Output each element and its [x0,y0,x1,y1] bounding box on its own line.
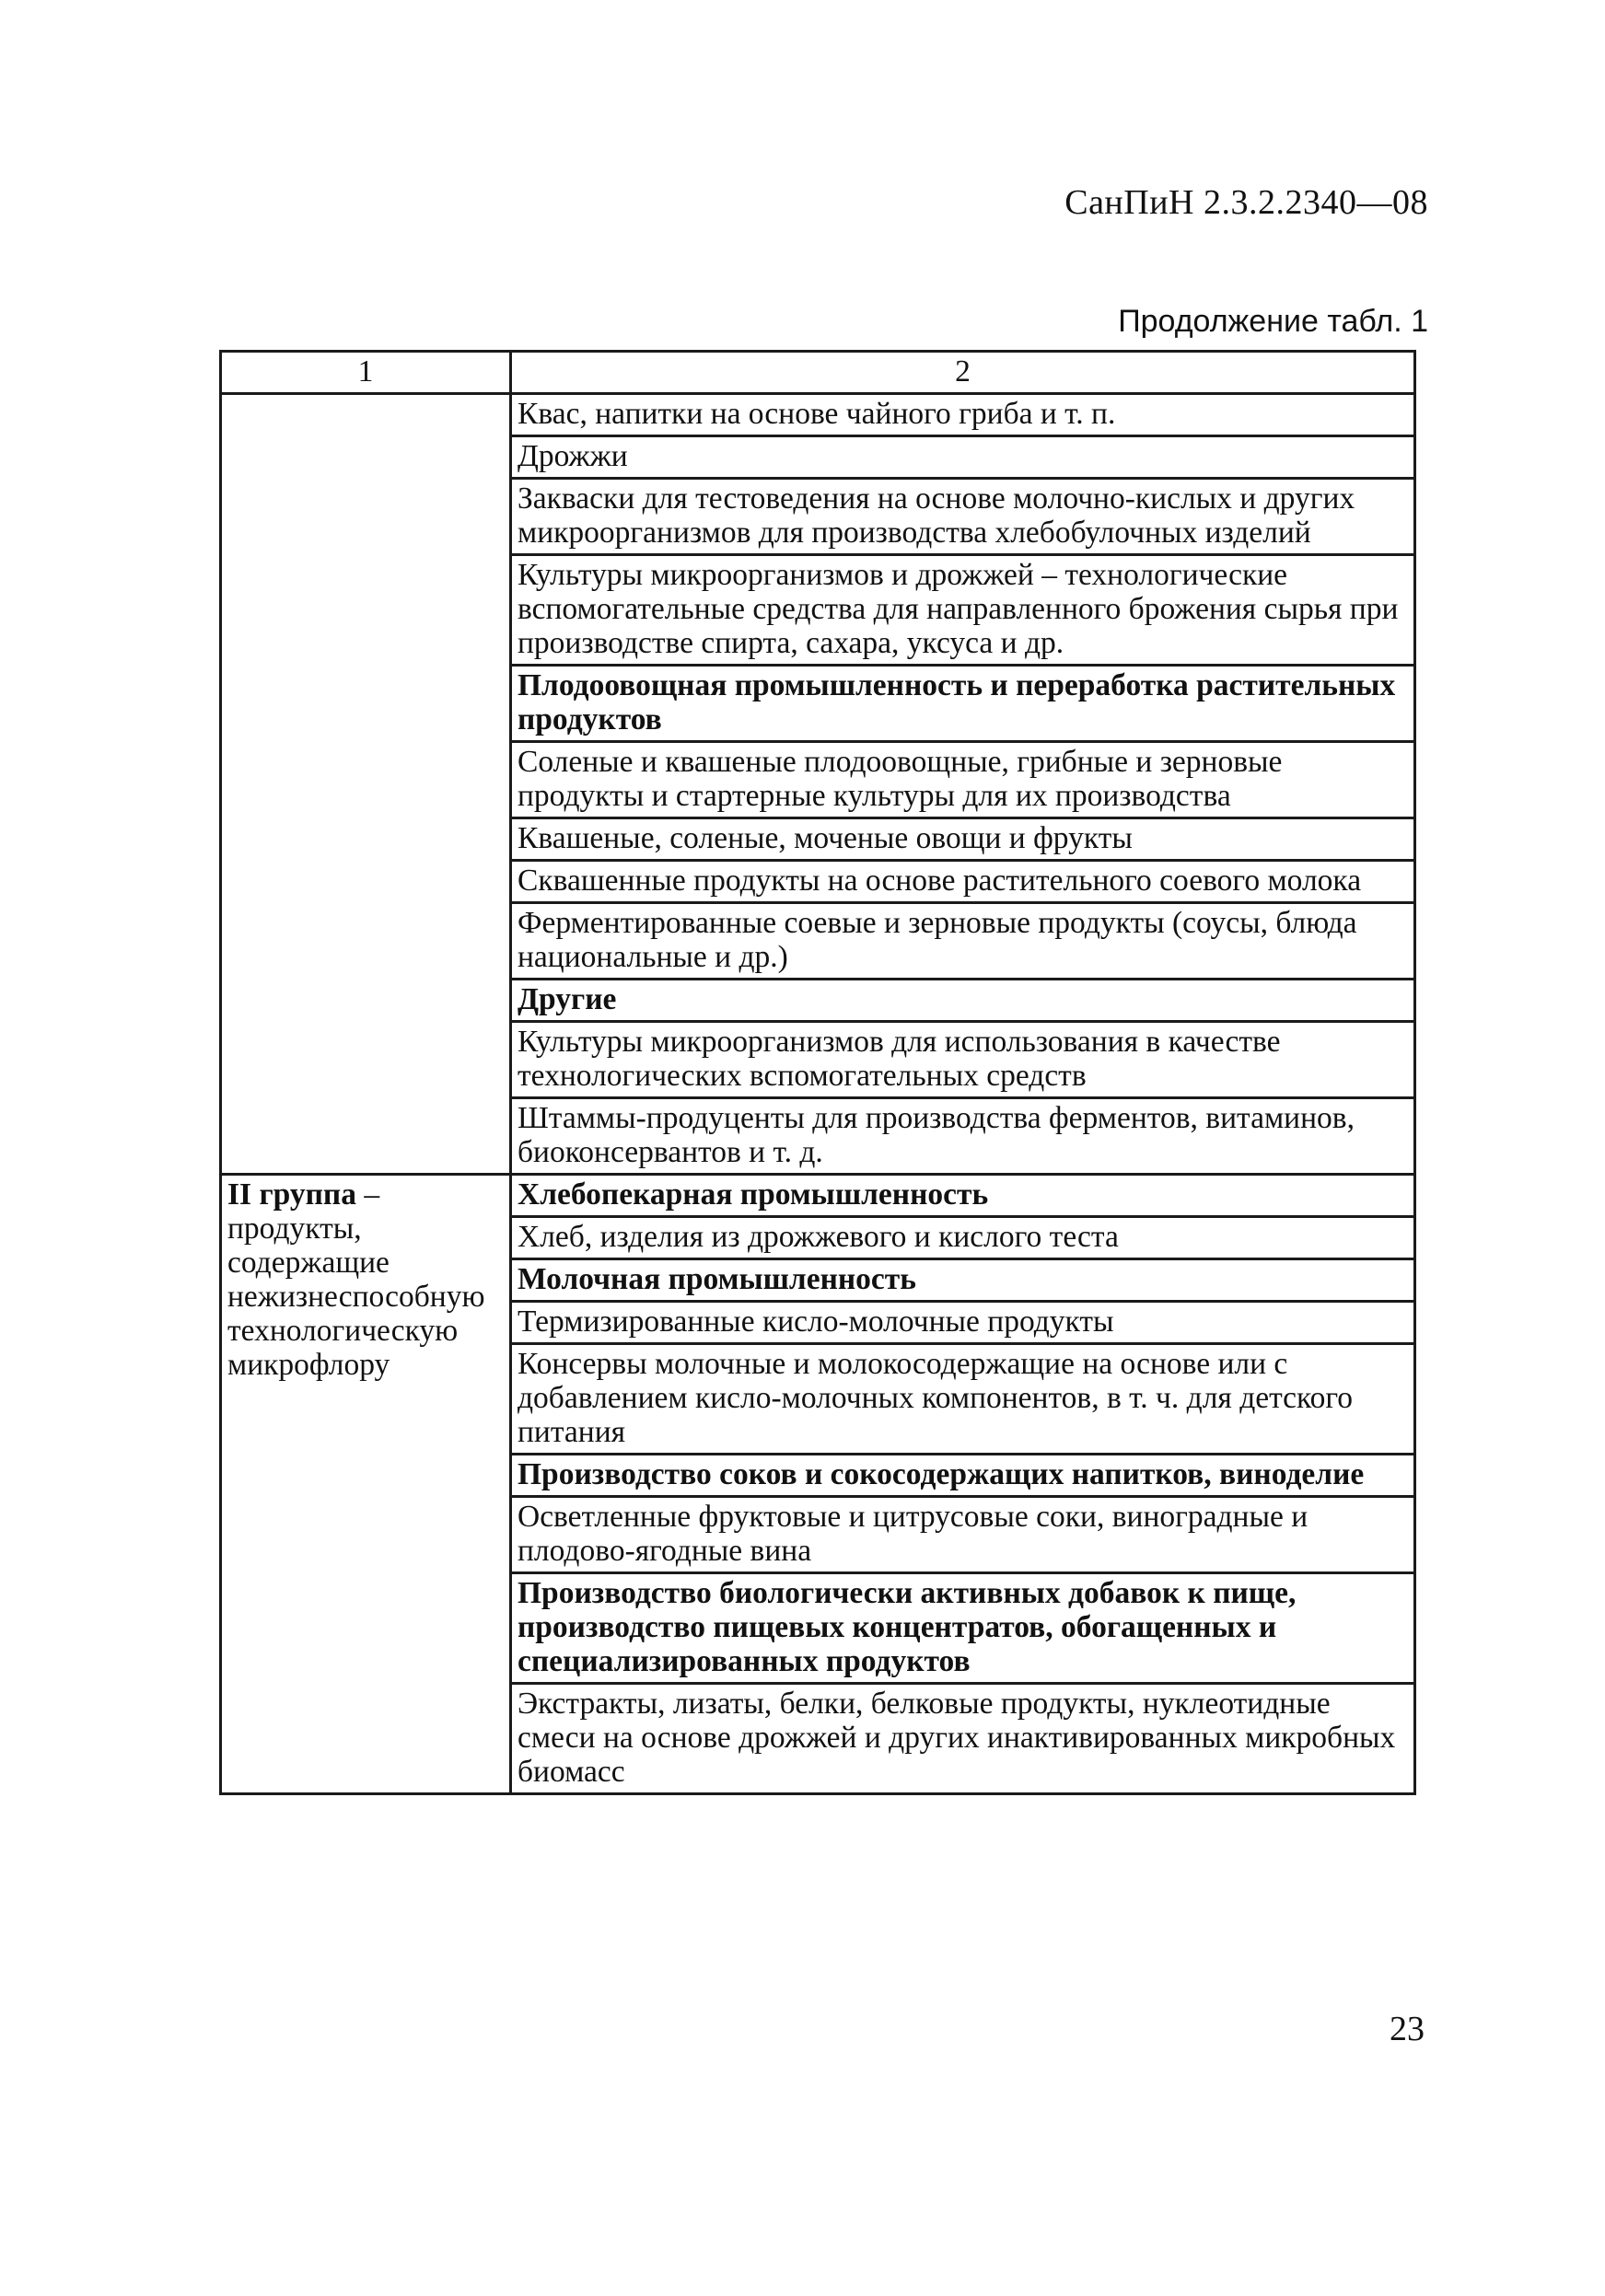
group-title: II группа [227,1177,356,1212]
column-header-1: 1 [221,352,511,394]
table-cell: Экстракты, лизаты, белки, белковые продукты, нуклеотидные смеси на основе дрожжей и других инактивированных микробных биомасс [511,1684,1415,1794]
table-cell: Хлеб, изделия из дрожжевого и кислого теста [511,1217,1415,1259]
table-cell: Культуры микроорганизмов для использования в качестве технологических вспомогательных средств [511,1022,1415,1098]
table-cell: Соленые и квашеные плодоовощные, грибные и зерновые продукты и стартерные культуры для их производства [511,742,1415,818]
section-heading: Производство соков и сокосодержащих напитков, виноделие [511,1455,1415,1497]
section-heading: Молочная промышленность [511,1259,1415,1302]
column-header-2: 2 [511,352,1415,394]
table-cell: Квас, напитки на основе чайного гриба и т. п. [511,394,1415,436]
section-heading: Производство биологически активных добавок к пище, производство пищевых концентратов, обогащенных и специализированных продуктов [511,1573,1415,1684]
table-cell: Термизированные кисло-молочные продукты [511,1302,1415,1344]
table-cell: Квашеные, соленые, моченые овощи и фрукты [511,818,1415,861]
table-cell: Ферментированные соевые и зерновые продукты (соусы, блюда национальные и др.) [511,903,1415,980]
table-header-row [221,352,1415,394]
table-row [221,394,1415,436]
section-heading: Хлебопекарная промышленность [511,1175,1415,1217]
table-cell: Культуры микроорганизмов и дрожжей – технологические вспомогательные средства для направленного брожения сырья при производстве спирта, сахара, уксуса и др. [511,555,1415,666]
document-code: СанПиН 2.3.2.2340—08 [1064,183,1428,222]
table-continuation-label: Продолжение табл. 1 [1118,304,1428,339]
table-cell: Дрожжи [511,436,1415,479]
table-cell: Консервы молочные и молокосодержащие на основе или с добавлением кисло-молочных компонентов, в т. ч. для детского питания [511,1344,1415,1455]
group-description: – продукты, содержащие нежизнеспособную технологическую микрофлору [227,1177,485,1382]
table-cell: Закваски для тестоведения на основе молочно-кислых и других микроорганизмов для производства хлебобулочных изделий [511,479,1415,555]
section-heading: Плодоовощная промышленность и переработка растительных продуктов [511,666,1415,742]
group-cell-2 [221,1175,511,1794]
table-cell: Осветленные фруктовые и цитрусовые соки, виноградные и плодово-ягодные вина [511,1497,1415,1573]
products-table [219,350,1416,1795]
table-row [221,1175,1415,1217]
group-cell-empty [221,394,511,1175]
section-heading: Другие [511,980,1415,1022]
table-cell: Штаммы-продуценты для производства ферментов, витаминов, биоконсервантов и т. д. [511,1098,1415,1175]
table-cell: Сквашенные продукты на основе растительного соевого молока [511,861,1415,903]
page-number: 23 [1390,2010,1425,2048]
